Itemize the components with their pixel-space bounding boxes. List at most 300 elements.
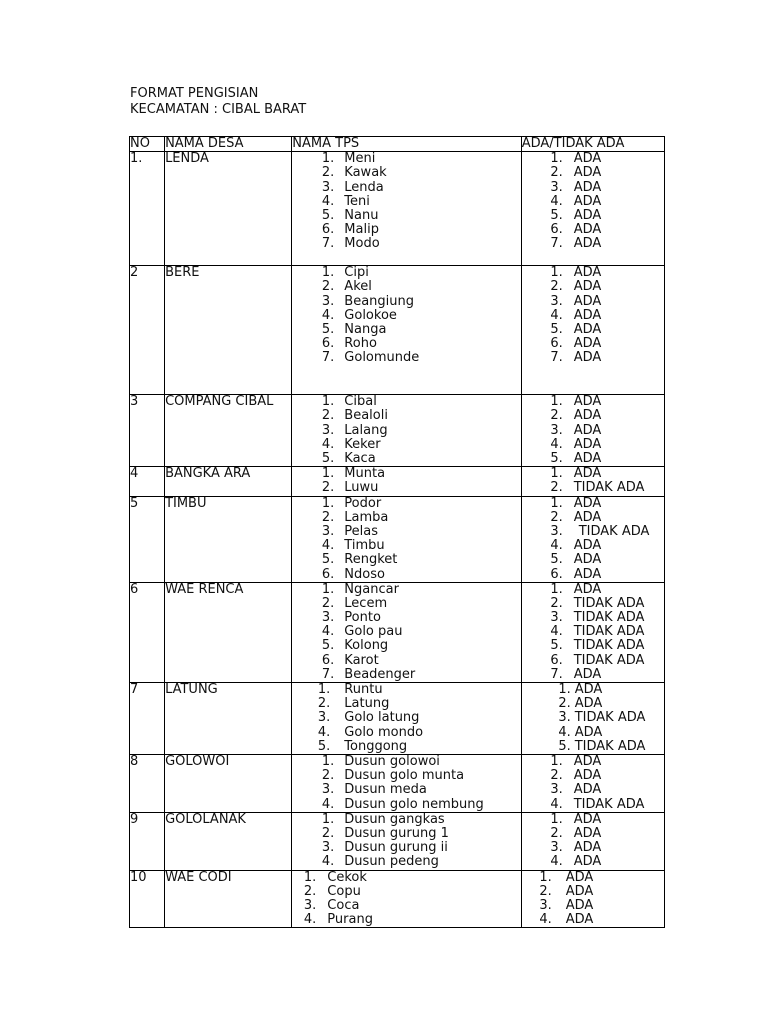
status-value: ADA — [573, 307, 602, 323]
list-item — [522, 597, 664, 611]
list-item — [522, 152, 664, 166]
list-item — [292, 438, 520, 452]
list-number: 1. — [558, 682, 571, 698]
tps-name: Rengket — [344, 552, 398, 568]
list-number: 6. — [321, 222, 335, 238]
list-number: 3. — [321, 422, 335, 438]
tps-name: Dusun gurung ii — [344, 840, 448, 856]
list-number: 1. — [303, 869, 317, 885]
list-item — [522, 683, 664, 697]
list-item — [522, 855, 664, 869]
tps-list — [292, 871, 520, 928]
list-number: 2. — [321, 825, 335, 841]
cell-nama-tps — [292, 496, 521, 582]
list-number: 2. — [317, 696, 331, 712]
status-value: ADA — [573, 538, 602, 554]
tps-name: Modo — [344, 236, 380, 252]
tps-list — [292, 152, 520, 251]
list-item — [522, 497, 664, 511]
list-item — [292, 195, 520, 209]
list-number: 1. — [321, 151, 335, 167]
list-item — [522, 481, 664, 495]
list-number: 2. — [321, 408, 335, 424]
list-number: 1. — [321, 754, 335, 770]
list-number: 4. — [550, 307, 563, 323]
tps-name: Munta — [344, 466, 386, 482]
list-number: 1. — [321, 811, 335, 827]
tps-list — [292, 683, 520, 754]
list-item — [522, 611, 664, 625]
list-item — [292, 309, 520, 323]
list-item — [522, 295, 664, 309]
status-list — [522, 683, 664, 754]
tps-name: Runtu — [344, 682, 383, 698]
column-header-ada-tidak-ada: ADA/TIDAK ADA — [521, 137, 664, 152]
list-item — [522, 913, 664, 927]
list-number: 3. — [321, 840, 335, 856]
list-number: 1. — [321, 466, 335, 482]
list-item — [522, 755, 664, 769]
list-number: 7. — [550, 666, 563, 682]
list-number: 3. — [550, 840, 563, 856]
list-number: 2. — [550, 279, 563, 295]
list-item — [292, 668, 520, 682]
tps-name: Coca — [327, 897, 360, 913]
tps-name: Luwu — [344, 480, 379, 496]
list-number: 6. — [550, 652, 563, 668]
list-number: 4. — [321, 796, 335, 812]
status-value: ADA — [573, 811, 602, 827]
list-number: 3. — [558, 710, 571, 726]
list-number: 4. — [317, 724, 331, 740]
tps-name: Lalang — [344, 422, 388, 438]
cell-no: 4 — [130, 467, 165, 496]
list-number: 3. — [321, 610, 335, 626]
list-number: 4. — [321, 307, 335, 323]
list-item — [292, 337, 520, 351]
cell-no: 3 — [130, 395, 165, 467]
list-item — [292, 711, 520, 725]
list-item — [522, 726, 664, 740]
list-item — [522, 841, 664, 855]
table-row — [130, 496, 665, 582]
list-number: 1. — [321, 581, 335, 597]
list-number: 6. — [321, 566, 335, 582]
list-number: 1. — [550, 394, 563, 410]
list-number: 7. — [550, 350, 563, 366]
status-value: ADA — [573, 293, 602, 309]
list-number: 6. — [321, 652, 335, 668]
status-value: ADA — [573, 279, 602, 295]
column-header-no: NO — [130, 137, 165, 152]
tps-name: Cipi — [344, 265, 369, 281]
cell-ada-tidak-ada — [521, 395, 664, 467]
list-number: 5. — [550, 450, 563, 466]
list-item — [522, 166, 664, 180]
list-number: 3. — [550, 610, 563, 626]
list-item — [522, 654, 664, 668]
list-item — [522, 769, 664, 783]
list-number: 2. — [550, 595, 563, 611]
list-item — [292, 568, 520, 582]
list-item — [522, 452, 664, 466]
list-item — [522, 871, 664, 885]
list-number: 3. — [550, 179, 563, 195]
status-value: ADA — [573, 552, 602, 568]
tps-name: Cibal — [344, 394, 377, 410]
tps-name: Keker — [344, 436, 381, 452]
cell-no: 7 — [130, 683, 165, 755]
status-value: ADA — [573, 394, 602, 410]
list-item — [522, 740, 664, 754]
tps-name: Latung — [344, 696, 390, 712]
table-row — [130, 870, 665, 928]
status-list — [522, 871, 664, 928]
cell-nama-desa: WAE CODI — [165, 870, 292, 928]
list-item — [292, 899, 520, 913]
cell-nama-desa: BERE — [165, 266, 292, 395]
list-item — [522, 438, 664, 452]
list-number: 4. — [558, 724, 571, 740]
cell-ada-tidak-ada — [521, 755, 664, 813]
list-item — [522, 195, 664, 209]
tps-name: Kawak — [344, 165, 387, 181]
tps-name: Purang — [327, 912, 373, 928]
status-list — [522, 266, 664, 365]
list-number: 1. — [550, 151, 563, 167]
list-item — [292, 409, 520, 423]
tps-name: Golo latung — [344, 710, 420, 726]
table-row — [130, 755, 665, 813]
list-item — [292, 827, 520, 841]
status-list — [522, 152, 664, 251]
tps-name: Meni — [344, 151, 376, 167]
list-item — [522, 525, 664, 539]
list-number: 4. — [550, 796, 563, 812]
list-number: 4. — [539, 912, 552, 928]
list-number: 4. — [550, 436, 563, 452]
list-item — [292, 683, 520, 697]
cell-no: 8 — [130, 755, 165, 813]
list-number: 5. — [550, 638, 563, 654]
list-item — [292, 726, 520, 740]
status-value: TIDAK ADA — [573, 610, 645, 626]
list-number: 5. — [550, 552, 563, 568]
status-value: ADA — [574, 682, 603, 698]
status-value: ADA — [573, 566, 602, 582]
list-item — [292, 783, 520, 797]
list-number: 7. — [321, 350, 335, 366]
table-row — [130, 152, 665, 266]
list-item — [292, 295, 520, 309]
list-item — [292, 583, 520, 597]
list-item — [522, 309, 664, 323]
cell-nama-desa: LATUNG — [165, 683, 292, 755]
list-number: 2. — [550, 825, 563, 841]
list-number: 4. — [321, 854, 335, 870]
list-item — [522, 424, 664, 438]
status-value: TIDAK ADA — [574, 738, 646, 754]
status-list — [522, 755, 664, 812]
list-number: 3. — [321, 293, 335, 309]
table-row — [130, 812, 665, 870]
status-value: ADA — [573, 754, 602, 770]
list-item — [522, 783, 664, 797]
tps-name: Ponto — [344, 610, 381, 626]
status-value: ADA — [573, 666, 602, 682]
tps-name: Lecem — [344, 595, 388, 611]
status-value: ADA — [573, 336, 602, 352]
tps-name: Ngancar — [344, 581, 399, 597]
list-item — [292, 266, 520, 280]
status-value: ADA — [573, 495, 602, 511]
list-item — [522, 223, 664, 237]
status-value: ADA — [573, 825, 602, 841]
status-value: ADA — [573, 466, 602, 482]
column-header-nama-desa: NAMA DESA — [165, 137, 292, 152]
list-item — [292, 467, 520, 481]
list-number: 3. — [550, 422, 563, 438]
list-number: 4. — [321, 538, 335, 554]
tps-name: Copu — [327, 883, 361, 899]
status-value: TIDAK ADA — [578, 523, 650, 539]
tps-name: Kolong — [344, 638, 389, 654]
list-item — [522, 583, 664, 597]
tps-name: Bealoli — [344, 408, 388, 424]
status-value: ADA — [573, 350, 602, 366]
table-row — [130, 266, 665, 395]
column-header-nama-tps: NAMA TPS — [292, 137, 521, 152]
list-number: 5. — [558, 738, 571, 754]
list-item — [292, 639, 520, 653]
list-number: 2. — [539, 883, 552, 899]
status-value: ADA — [573, 321, 602, 337]
list-item — [292, 481, 520, 495]
list-number: 5. — [321, 552, 335, 568]
table-header-row — [130, 137, 665, 152]
tps-list — [292, 583, 520, 682]
list-number: 3. — [321, 179, 335, 195]
list-item — [292, 740, 520, 754]
status-value: TIDAK ADA — [573, 796, 645, 812]
status-value: ADA — [573, 165, 602, 181]
cell-nama-tps — [292, 683, 521, 755]
list-number: 4. — [550, 193, 563, 209]
status-value: ADA — [573, 179, 602, 195]
cell-no: 10 — [130, 870, 165, 928]
list-item — [292, 813, 520, 827]
list-item — [522, 668, 664, 682]
list-number: 5. — [321, 450, 335, 466]
cell-nama-desa: GOLOLANAK — [165, 812, 292, 870]
list-number: 6. — [550, 566, 563, 582]
list-item — [292, 798, 520, 812]
list-number: 3. — [550, 523, 563, 539]
list-number: 2. — [550, 480, 563, 496]
list-item — [522, 899, 664, 913]
list-number: 5. — [321, 207, 335, 223]
list-number: 3. — [317, 710, 331, 726]
tps-name: Dusun golowoi — [344, 754, 440, 770]
table-row — [130, 582, 665, 682]
list-number: 3. — [321, 782, 335, 798]
list-item — [522, 237, 664, 251]
tps-list — [292, 395, 520, 466]
status-value: ADA — [573, 436, 602, 452]
list-item — [522, 885, 664, 899]
list-number: 1. — [550, 265, 563, 281]
tps-name: Roho — [344, 336, 377, 352]
list-item — [292, 913, 520, 927]
status-value: ADA — [573, 408, 602, 424]
cell-nama-tps — [292, 812, 521, 870]
table-row — [130, 467, 665, 496]
status-value: ADA — [573, 265, 602, 281]
list-item — [522, 639, 664, 653]
status-value: ADA — [573, 193, 602, 209]
tps-name: Golokoe — [344, 307, 397, 323]
cell-nama-desa: COMPANG CIBAL — [165, 395, 292, 467]
list-item — [292, 841, 520, 855]
list-item — [292, 755, 520, 769]
status-value: ADA — [565, 912, 594, 928]
list-item — [292, 351, 520, 365]
status-value: ADA — [573, 450, 602, 466]
list-item — [292, 625, 520, 639]
list-number: 7. — [550, 236, 563, 252]
list-number: 5. — [550, 207, 563, 223]
list-item — [522, 553, 664, 567]
tps-name: Nanu — [344, 207, 379, 223]
tps-name: Pelas — [344, 523, 379, 539]
tps-name: Nanga — [344, 321, 387, 337]
list-item — [292, 497, 520, 511]
status-list — [522, 583, 664, 682]
list-item — [522, 266, 664, 280]
tps-list — [292, 813, 520, 870]
list-item — [292, 323, 520, 337]
cell-ada-tidak-ada — [521, 496, 664, 582]
tps-name: Dusun meda — [344, 782, 427, 798]
list-number: 1. — [550, 811, 563, 827]
cell-ada-tidak-ada — [521, 870, 664, 928]
tps-name: Timbu — [344, 538, 385, 554]
list-item — [522, 337, 664, 351]
cell-no: 6 — [130, 582, 165, 682]
list-number: 3. — [539, 897, 552, 913]
tps-name: Karot — [344, 652, 379, 668]
status-list — [522, 395, 664, 466]
list-number: 4. — [321, 624, 335, 640]
status-value: TIDAK ADA — [573, 638, 645, 654]
list-item — [292, 855, 520, 869]
tps-table — [129, 136, 665, 928]
cell-ada-tidak-ada — [521, 683, 664, 755]
list-number: 2. — [303, 883, 317, 899]
status-value: ADA — [565, 869, 594, 885]
list-item — [522, 280, 664, 294]
list-number: 1. — [550, 466, 563, 482]
list-item — [292, 280, 520, 294]
tps-name: Dusun gurung 1 — [344, 825, 449, 841]
list-item — [522, 697, 664, 711]
cell-nama-desa: BANGKA ARA — [165, 467, 292, 496]
list-number: 1. — [321, 394, 335, 410]
cell-nama-tps — [292, 467, 521, 496]
tps-name: Lenda — [344, 179, 384, 195]
list-number: 4. — [550, 624, 563, 640]
list-item — [292, 181, 520, 195]
status-value: TIDAK ADA — [573, 595, 645, 611]
list-item — [522, 827, 664, 841]
list-number: 4. — [321, 436, 335, 452]
list-number: 1. — [321, 495, 335, 511]
list-item — [292, 452, 520, 466]
list-item — [522, 568, 664, 582]
tps-name: Cekok — [327, 869, 367, 885]
list-number: 7. — [321, 666, 335, 682]
list-item — [292, 885, 520, 899]
cell-ada-tidak-ada — [521, 582, 664, 682]
list-number: 6. — [550, 222, 563, 238]
cell-no: 9 — [130, 812, 165, 870]
tps-name: Beadenger — [344, 666, 416, 682]
status-list — [522, 813, 664, 870]
list-item — [292, 223, 520, 237]
status-list — [522, 497, 664, 582]
list-number: 2. — [321, 509, 335, 525]
tps-name: Golomunde — [344, 350, 420, 366]
list-item — [522, 181, 664, 195]
tps-name: Lamba — [344, 509, 389, 525]
cell-nama-tps — [292, 582, 521, 682]
list-number: 3. — [321, 523, 335, 539]
list-item — [292, 395, 520, 409]
status-value: ADA — [573, 422, 602, 438]
status-value: ADA — [573, 768, 602, 784]
status-value: ADA — [573, 509, 602, 525]
list-item — [292, 237, 520, 251]
list-number: 5. — [321, 321, 335, 337]
status-value: TIDAK ADA — [573, 652, 645, 668]
tps-name: Malip — [344, 222, 379, 238]
list-number: 2. — [550, 165, 563, 181]
list-item — [292, 553, 520, 567]
list-number: 2. — [550, 408, 563, 424]
list-item — [522, 323, 664, 337]
tps-name: Teni — [344, 193, 370, 209]
list-number: 4. — [550, 538, 563, 554]
list-item — [522, 813, 664, 827]
status-value: ADA — [573, 207, 602, 223]
tps-list — [292, 266, 520, 365]
list-number: 5. — [317, 738, 331, 754]
list-number: 4. — [303, 912, 317, 928]
list-item — [292, 611, 520, 625]
list-item — [522, 467, 664, 481]
status-value: ADA — [565, 883, 594, 899]
list-item — [522, 395, 664, 409]
cell-nama-desa: WAE RENCA — [165, 582, 292, 682]
list-number: 1. — [317, 682, 331, 698]
list-item — [522, 539, 664, 553]
status-value: ADA — [574, 696, 603, 712]
list-number: 2. — [321, 768, 335, 784]
tps-name: Kaca — [344, 450, 376, 466]
list-number: 1. — [550, 581, 563, 597]
list-item — [522, 511, 664, 525]
cell-no: 5 — [130, 496, 165, 582]
